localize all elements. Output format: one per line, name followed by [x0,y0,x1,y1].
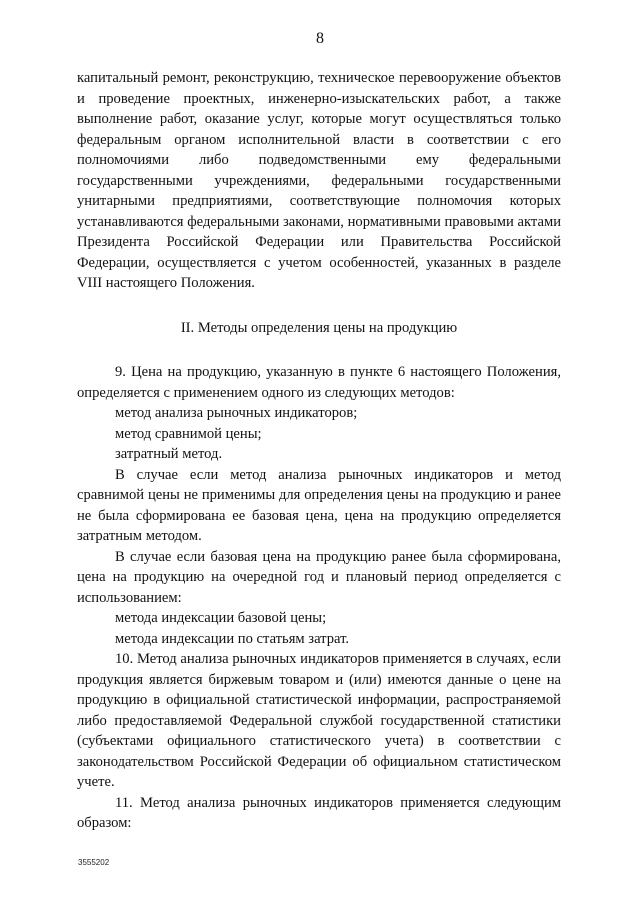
paragraph-continuation: капитальный ремонт, реконструкцию, техническое перевооружение объектов и проведение проектных, инженерно-изыскательских работ, а также выполнение работ, оказание услуг, которые могут осуществляться только федеральным органом исполнительной власти в соответствии с его полномочиями либо подведомственными ему федеральными государственными учреждениями, федеральными государственными унитарными предприятиями, соответствующие полномочия которых устанавливаются федеральными законами, нормативными правовыми актами Президента Российской Федерации или Правительства Российской Федерации, осуществляется с учетом особенностей, указанных в разделе VIII настоящего Положения. [77,70,561,291]
method-item-1: метод анализа рыночных индикаторов; [115,405,358,421]
document-code: 3555202 [78,858,110,867]
paragraph-case-cost-method: В случае если метод анализа рыночных индикаторов и метод сравнимой цены не применимы для определения цены на продукцию и ранее не была сформирована ее базовая цена, цена на продукцию определяется затратным методом. [77,466,561,544]
page-number: 8 [316,30,324,47]
section-heading: II. Методы определения цены на продукцию [180,319,458,336]
method-item-3: затратный метод. [115,446,223,462]
paragraph-9: 9. Цена на продукцию, указанную в пункте 6 настоящего Положения, определяется с применением одного из следующих методов: [77,364,561,401]
paragraph-11: 11. Метод анализа рыночных индикаторов применяется следующим образом: [77,794,561,831]
index-method-item-1: метода индексации базовой цены; [115,610,327,626]
document-body [77,68,561,834]
paragraph-case-base-price: В случае если базовая цена на продукцию ранее была сформирована, цена на продукцию на очередной год и плановый период определяется с использованием: [77,548,561,606]
index-method-item-2: метода индексации по статьям затрат. [115,630,350,647]
paragraph-10: 10. Метод анализа рыночных индикаторов применяется в случаях, если продукция является биржевым товаром и (или) имеются данные о цене на продукцию в официальной статистической информации, распространяемой либо предоставляемой Федеральной службой государственной статистики (субъектами официального статистического учета) в соответствии с законодательством Российской Федерации об официальном статистическом учете. [77,651,561,790]
method-item-2: метод сравнимой цены; [115,425,262,442]
